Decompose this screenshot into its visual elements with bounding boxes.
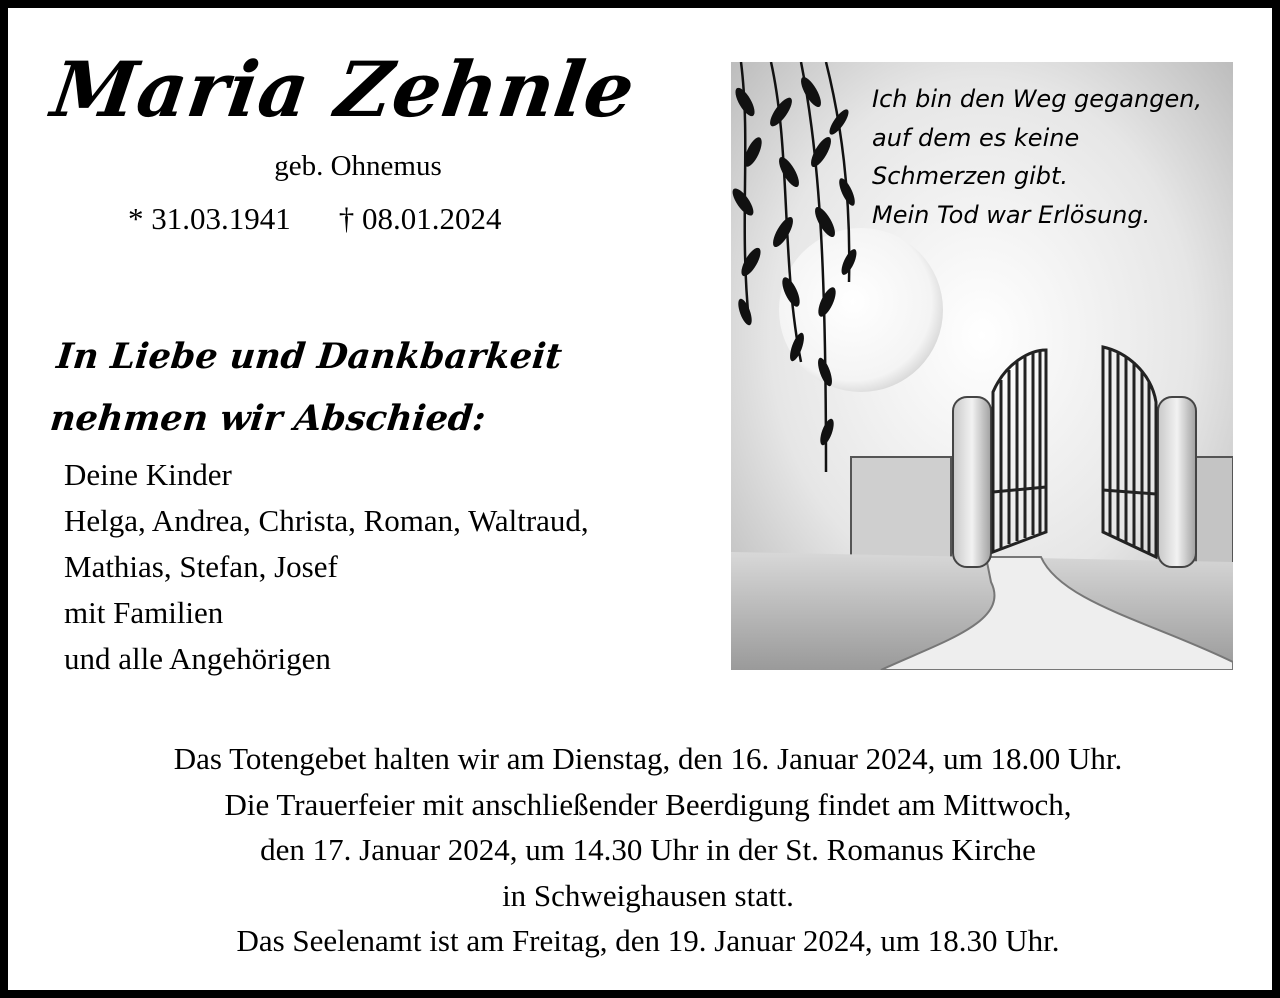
quote-line: Ich bin den Weg gegangen, xyxy=(872,85,1203,113)
survivors-line: Deine Kinder xyxy=(64,457,232,492)
maiden-name: geb. Ohnemus xyxy=(274,150,442,182)
notice-line: Das Totengebet halten wir am Dienstag, den 16. Januar 2024, um 18.00 Uhr. xyxy=(173,741,1123,776)
service-notice xyxy=(28,736,1268,964)
quote-text xyxy=(872,80,1222,234)
survivors-line: Helga, Andrea, Christa, Roman, Waltraud, xyxy=(64,503,589,538)
survivors-line: mit Familien xyxy=(64,595,224,630)
notice-line: Das Seelenamt ist am Freitag, den 19. Januar 2024, um 18.30 Uhr. xyxy=(236,923,1060,958)
farewell-line: nehmen wir Abschied: xyxy=(48,398,488,439)
survivors-line: Mathias, Stefan, Josef xyxy=(64,549,338,584)
life-dates xyxy=(128,201,588,237)
quote-line: auf dem es keine xyxy=(872,123,1080,152)
notice-line: den 17. Januar 2024, um 14.30 Uhr in der St. Romanus Kirche xyxy=(260,832,1036,867)
notice-line: Die Trauerfeier mit anschließender Beerdigung findet am Mittwoch, xyxy=(224,786,1072,822)
notice-line: in Schweighausen statt. xyxy=(502,877,794,913)
quote-line: Schmerzen gibt. xyxy=(872,162,1069,190)
farewell-line: In Liebe und Dankbarkeit xyxy=(54,336,564,377)
survivors-line: und alle Angehörigen xyxy=(64,641,331,676)
birth-date: * 31.03.1941 xyxy=(128,201,291,236)
farewell-text xyxy=(47,326,700,450)
deceased-name: Maria Zehnle xyxy=(46,45,641,134)
death-date: † 08.01.2024 xyxy=(338,201,502,236)
survivors-list xyxy=(64,452,724,682)
quote-line: Mein Tod war Erlösung. xyxy=(872,200,1151,229)
